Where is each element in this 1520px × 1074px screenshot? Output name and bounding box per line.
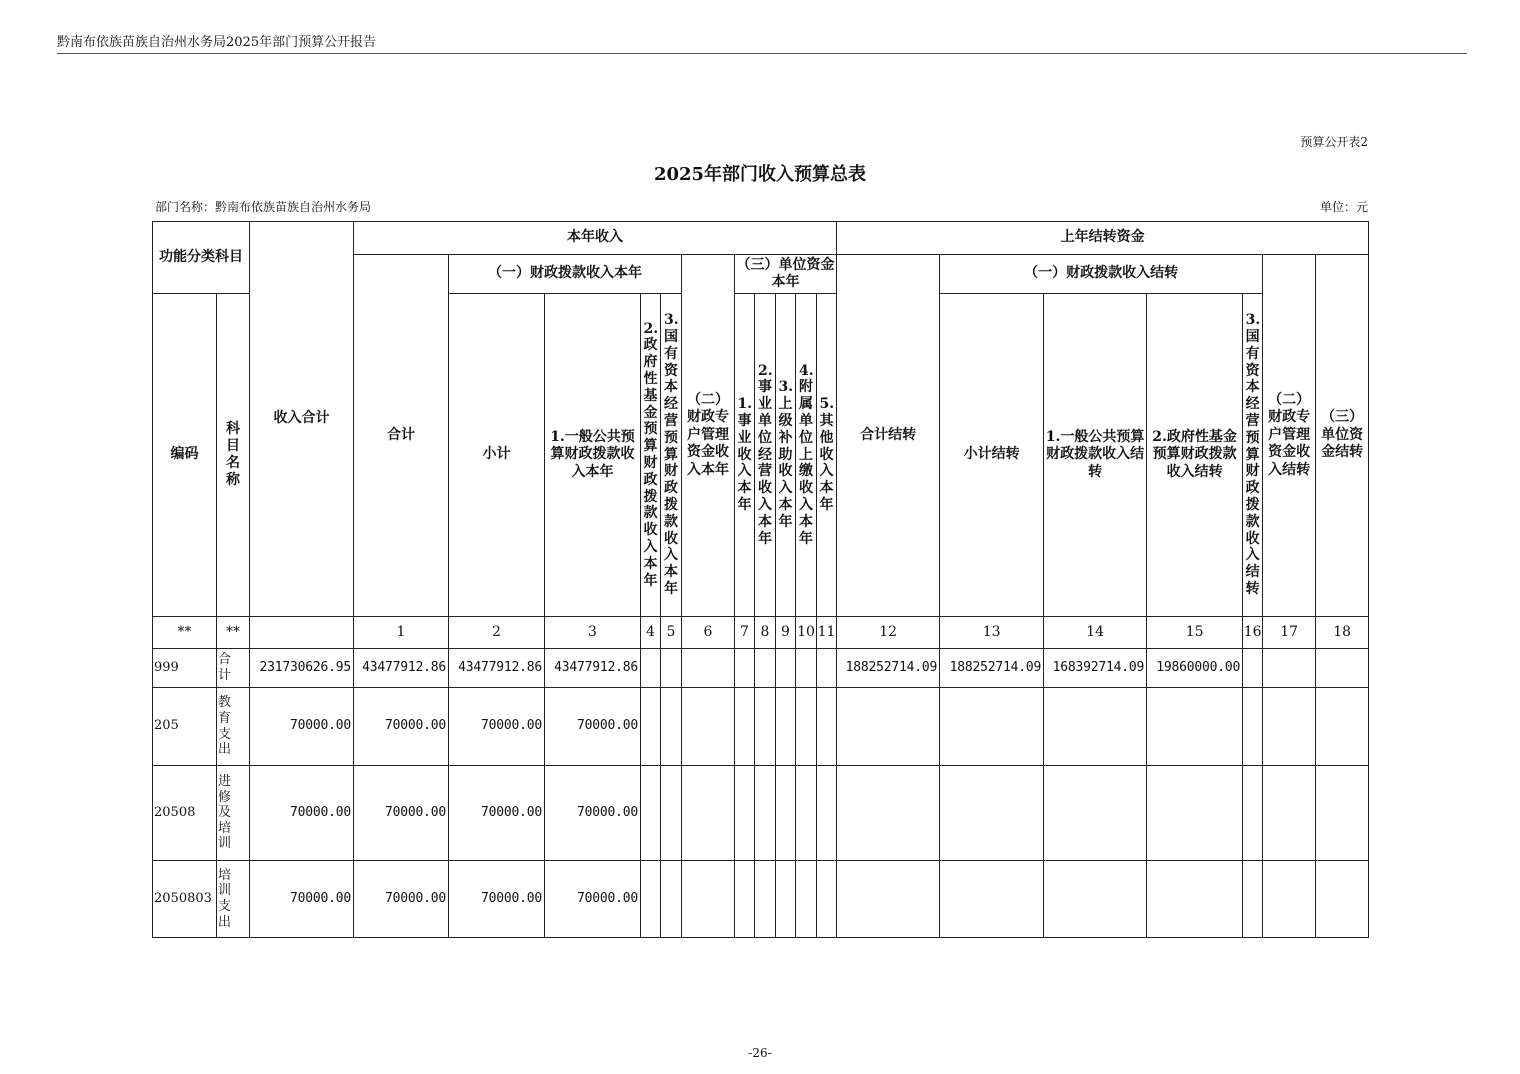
header-co-fiscal-subtotal: 小计结转 — [940, 294, 1044, 617]
header-co-general-budget: 1.一般公共预算财政拨款收入结转 — [1044, 294, 1147, 617]
header-cy-affiliated-payment: 4.附属单位上缴收入本年 — [796, 294, 817, 617]
column-index-row: ** ** 1 2 3 4 5 6 7 8 9 10 11 12 13 14 15 16 17 18 — [153, 617, 1369, 649]
unit-label: 单位：元 — [1319, 200, 1368, 214]
table-row: 2050803 培训支出 70000.00 70000.00 70000.00 70000.00 — [153, 861, 1369, 938]
page-title: 2025年部门收入预算总表 — [653, 164, 867, 185]
header-current-year-income: 本年收入 — [354, 222, 837, 255]
header-co-gov-fund: 2.政府性基金预算财政拨款收入结转 — [1147, 294, 1243, 617]
header-cy-other-income: 5.其他收入本年 — [817, 294, 837, 617]
header-carryover: 上年结转资金 — [837, 222, 1369, 255]
header-total-income: 收入合计 — [250, 222, 354, 617]
header-code: 编码 — [153, 294, 217, 617]
header-cy-unit-funds-group: （三）单位资金本年 — [735, 255, 837, 294]
table-row: 999 合计 231730626.95 43477912.86 43477912.86 43477912.86 188252714.09 188252714.09 168392714.09 19860000.00 — [153, 649, 1369, 688]
header-cy-gov-fund: 2.政府性基金预算财政拨款收入本年 — [641, 294, 661, 617]
header-cy-total: 合计 — [354, 255, 449, 617]
header-cy-general-budget: 1.一般公共预算财政拨款收入本年 — [545, 294, 641, 617]
table-row: 205 教育支出 70000.00 70000.00 70000.00 70000.00 — [153, 688, 1369, 766]
header-co-special-account: （二）财政专户管理资金收入结转 — [1263, 255, 1316, 617]
header-cy-special-account: （二）财政专户管理资金收入本年 — [682, 255, 735, 617]
document-header: 黔南布依族苗族自治州水务局2025年部门预算公开报告 — [57, 35, 377, 50]
header-divider — [57, 53, 1467, 54]
header-cy-state-capital: 3.国有资本经营预算财政拨款收入本年 — [661, 294, 682, 617]
header-co-unit-funds: （三）单位资金结转 — [1316, 255, 1369, 617]
header-co-fiscal-group: （一）财政拨款收入结转 — [940, 255, 1263, 294]
header-co-state-capital: 3.国有资本经营预算财政拨款收入结转 — [1243, 294, 1263, 617]
table-row: 20508 进修及培训 70000.00 70000.00 70000.00 70000.00 — [153, 766, 1369, 861]
header-cy-fiscal-subtotal: 小计 — [449, 294, 545, 617]
page-number: -26- — [748, 1046, 772, 1060]
header-cy-operating-income: 2.事业单位经营收入本年 — [755, 294, 776, 617]
header-function-class: 功能分类科目 — [153, 222, 250, 294]
department-label: 部门名称：黔南布依族苗族自治州水务局 — [155, 200, 372, 214]
form-number: 预算公开表2 — [1300, 135, 1368, 149]
header-cy-business-income: 1.事业收入本年 — [735, 294, 755, 617]
header-cy-superior-subsidy: 3.上级补助收入本年 — [776, 294, 796, 617]
header-co-total: 合计结转 — [837, 255, 940, 617]
income-budget-table — [152, 221, 1369, 938]
header-subject-name: 科目名称 — [217, 294, 250, 617]
header-cy-fiscal-group: （一）财政拨款收入本年 — [449, 255, 682, 294]
